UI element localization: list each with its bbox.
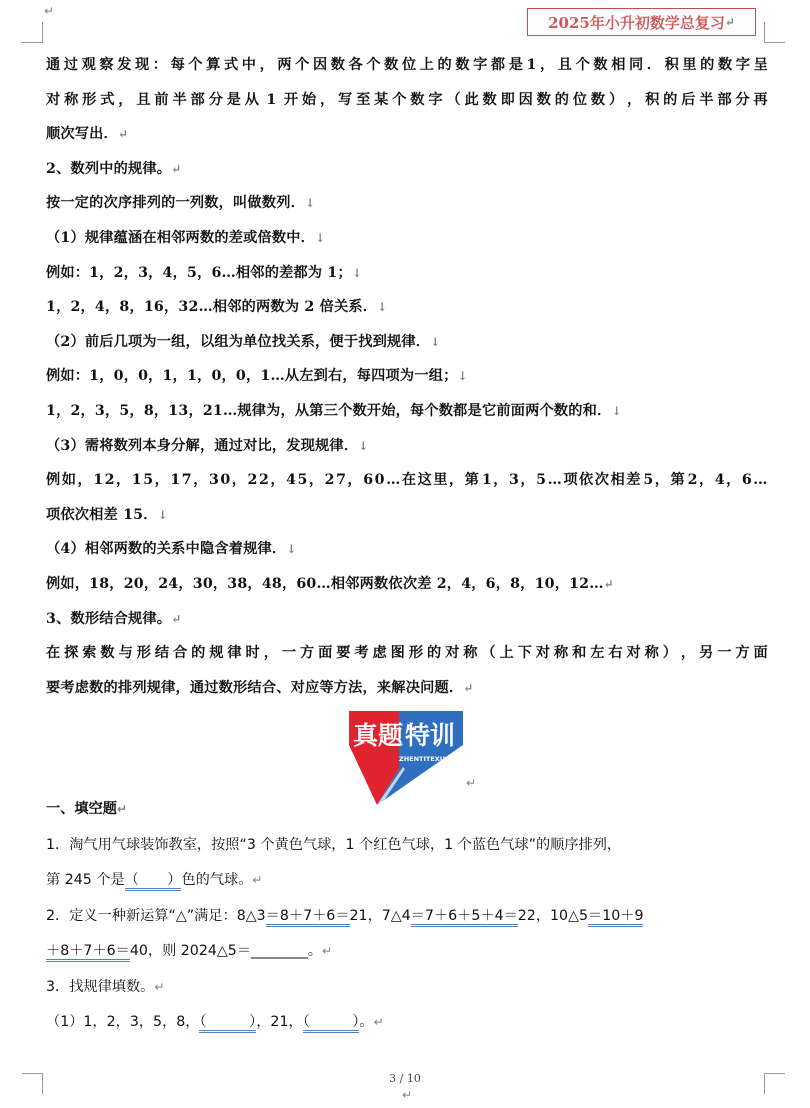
paragraph-mark: ↓ (457, 369, 468, 384)
paragraph-mark: ↓ (430, 334, 441, 349)
paragraph-mark: ↵ (466, 776, 477, 790)
text-line: 3、数形结合规律。↵ (46, 610, 182, 627)
question-2-line-2: ＋8＋7＋6＝40，则 2024△5＝________。↵ (46, 934, 768, 970)
text-line: （2）前后几项为一组，以组为单位找关系，便于找到规律．↓ (46, 333, 441, 350)
paragraph-mark: ↵ (724, 15, 735, 29)
paragraph-mark: ↓ (351, 265, 363, 280)
exercise-section (46, 792, 768, 1041)
text-line: 例如，18，20，24，30，38，48，60…相邻两数依次差 2，4，6，8，10，12…↵ (46, 575, 614, 592)
footer-paragraph-mark: ↵ (402, 1088, 413, 1102)
text-line: 例如：1，2，3，4，5，6…相邻的差都为 1；↓ (46, 264, 363, 281)
section-title: 一、填空题↵ (46, 801, 128, 817)
crop-mark-top-left (22, 22, 43, 43)
text-line: 通 过 观 察 发 现 ： 每 个 算 式 中 ， 两 个 因 数 各 个 数 位 上 的 数 字 都 是 1 ， 且 个 数 相 同 ． 积 里 的 数 字 呈 (46, 57, 768, 73)
text-line: 按一定的次序排列的一列数，叫做数列．↓ (46, 195, 316, 212)
crop-mark-top-right (764, 22, 785, 43)
paragraph-mark: ↓ (358, 438, 369, 453)
logo-text-red: 真题 (353, 721, 404, 750)
document-body (46, 48, 768, 705)
text-line: 顺次写出．↵ (46, 126, 129, 143)
question-3-title: 3．找规律填数。↵ (46, 978, 165, 995)
header-title: 2025年小升初数学总复习 (548, 13, 725, 32)
paragraph-mark: ↵ (603, 576, 614, 591)
question-1-line-1: 1．淘气用气球装饰教室，按照“3 个黄色气球，1 个红色气球，1 个蓝色气球”的顺序排列， (46, 836, 622, 853)
paragraph-mark: ↓ (377, 300, 388, 315)
text-line: 2、数列中的规律。↵ (46, 160, 182, 177)
text-line: （3）需将数列本身分解，通过对比，发现规律．↓ (46, 437, 369, 454)
question-1-line-2: 第 245 个是（ ）色的气球。↵ (46, 863, 768, 899)
logo-subtext: ZHENTITEXUN (399, 755, 451, 763)
paragraph-mark: ↵ (463, 680, 474, 695)
text-line: 1，2，3，5，8，13，21…规律为，从第三个数开始，每个数都是它前面两个数的和．↓ (46, 402, 622, 419)
paragraph-mark: ↓ (157, 507, 168, 522)
paragraph-mark: ↵ (117, 127, 129, 142)
paragraph-mark: ↵ (171, 611, 182, 626)
text-line: 项依次相差 15．↓ (46, 506, 168, 523)
text-line: 例如：1，0，0，1，1，0，0，1…从左到右，每四项为一组；↓ (46, 368, 468, 385)
text-line: 1，2，4，8，16，32…相邻的两数为 2 倍关系．↓ (46, 299, 388, 316)
text-line: （4）相邻两数的关系中隐含着规律．↓ (46, 541, 297, 558)
answer-blank-q3-2[interactable]: （ ） (303, 1014, 360, 1033)
question-2-line-1: 2．定义一种新运算“△”满足：8△3＝8＋7＋6＝21，7△4＝7＋6＋5＋4＝22，10△5＝10＋9 (46, 899, 768, 935)
header-paragraph-mark: ↵ (44, 4, 55, 18)
question-3-sub-1: （1）1，2，3，5，8，（ ），21，（ ）。↵ (46, 1005, 768, 1041)
text-line: 在 探 索 数 与 形 结 合 的 规 律 时 ， 一 方 面 要 考 虑 图 形 的 对 称 （ 上 下 对 称 和 左 右 对 称 ） ， 另 一 方 面 (46, 645, 768, 662)
text-line: 例 如 ， 1 2 ， 1 5 ， 1 7 ， 3 0 ， 2 2 ， 4 5 ， 2 7 ， 6 0 … 在 这 里 ， 第 1 ， 3 ， 5 … 项 依 次 相 差 5 ， 第 2 ， 4 ， 6 … (46, 472, 768, 489)
text-line: 要考虑数的排列规律，通过数形结合、对应等方法，来解决问题．↵ (46, 679, 474, 696)
paragraph-mark: ↓ (611, 403, 622, 418)
paragraph-mark: ↵ (171, 161, 182, 176)
paragraph-mark: ↓ (304, 196, 316, 211)
answer-blank-q3-1[interactable]: （ ） (199, 1014, 256, 1033)
logo-text-blue: 特训 (405, 721, 456, 750)
paragraph-mark: ↓ (315, 230, 326, 245)
answer-blank-q1[interactable]: （ ） (125, 872, 182, 891)
header-title-box (527, 8, 756, 36)
text-line: （1）规律蕴涵在相邻两数的差或倍数中．↓ (46, 229, 326, 246)
page-number: 3 / 10 (389, 1072, 421, 1085)
answer-blank-q2[interactable]: ________。 (251, 943, 322, 959)
paragraph-mark: ↓ (286, 542, 297, 557)
text-line: 对 称 形 式 ， 且 前 半 部 分 是 从 1 开 始 ， 写 至 某 个 数 字 （ 此 数 即 因 数 的 位 数 ） ， 积 的 后 半 部 分 再 (46, 91, 768, 108)
